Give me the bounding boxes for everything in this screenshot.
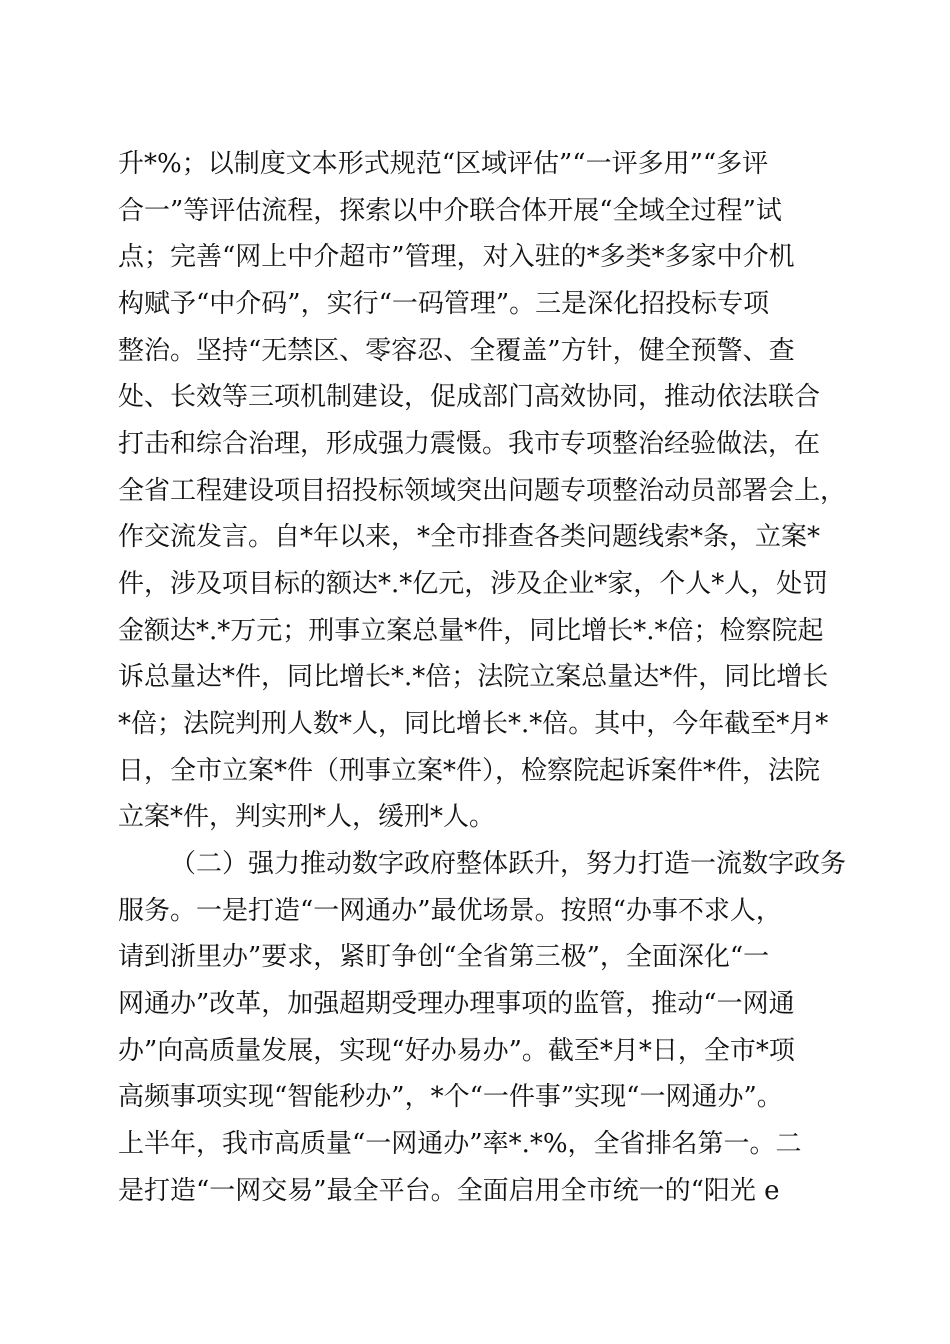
text-line: 办”向高质量发展，实现“好办易办”。截至*月*日，全市*项 [118,1036,795,1066]
text-line: 是打造“一网交易”最全平台。全面启用全市统一的“阳光 e [118,1176,780,1206]
text-line: *倍；法院判刑人数*人，同比增长*.*倍。其中，今年截至*月* [118,709,829,739]
text-line: 合一”等评估流程，探索以中介联合体开展“全域全过程”试 [118,196,782,226]
section-heading-line: （二）强力推动数字政府整体跃升，努力打造一流数字政务 [170,849,847,879]
text-line: 整治。坚持“无禁区、零容忍、全覆盖”方针，健全预警、查 [118,336,795,366]
text-line: 立案*件，判实刑*人，缓刑*人。 [118,802,496,832]
text-line: 高频事项实现“智能秒办”，*个“一件事”实现“一网通办”。 [118,1082,783,1112]
text-line: 点；完善“网上中介超市”管理，对入驻的*多类*多家中介机 [118,242,795,272]
text-line: 日，全市立案*件（刑事立案*件），检察院起诉案件*件，法院 [118,756,821,786]
text-line: 升*%；以制度文本形式规范“区域评估”“一评多用”“多评 [118,149,769,179]
text-line: 请到浙里办”要求，紧盯争创“全省第三极”，全面深化“一 [118,942,770,972]
text-line: 打击和综合治理，形成强力震慑。我市专项整治经验做法，在 [118,429,821,459]
text-line: 诉总量达*件，同比增长*.*倍；法院立案总量达*件，同比增长 [118,662,829,692]
text-line: 作交流发言。自*年以来，*全市排查各类问题线索*条，立案* [118,522,821,552]
text-line: 构赋予“中介码”，实行“一码管理”。三是深化招投标专项 [118,289,770,319]
text-line: 上半年，我市高质量“一网通办”率*.*%，全省排名第一。二 [118,1129,802,1159]
text-line: 全省工程建设项目招投标领域突出问题专项整治动员部署会上， [118,476,847,506]
text-line: 网通办”改革，加强超期受理办理事项的监管，推动“一网通 [118,989,795,1019]
text-line: 服务。一是打造“一网通办”最优场景。按照“办事不求人， [118,896,782,926]
text-line: 金额达*.*万元；刑事立案总量*件，同比增长*.*倍；检察院起 [118,616,824,646]
text-line: 件，涉及项目标的额达*.*亿元，涉及企业*家，个人*人，处罚 [118,569,829,599]
text-line: 处、长效等三项机制建设，促成部门高效协同，推动依法联合 [118,382,821,412]
